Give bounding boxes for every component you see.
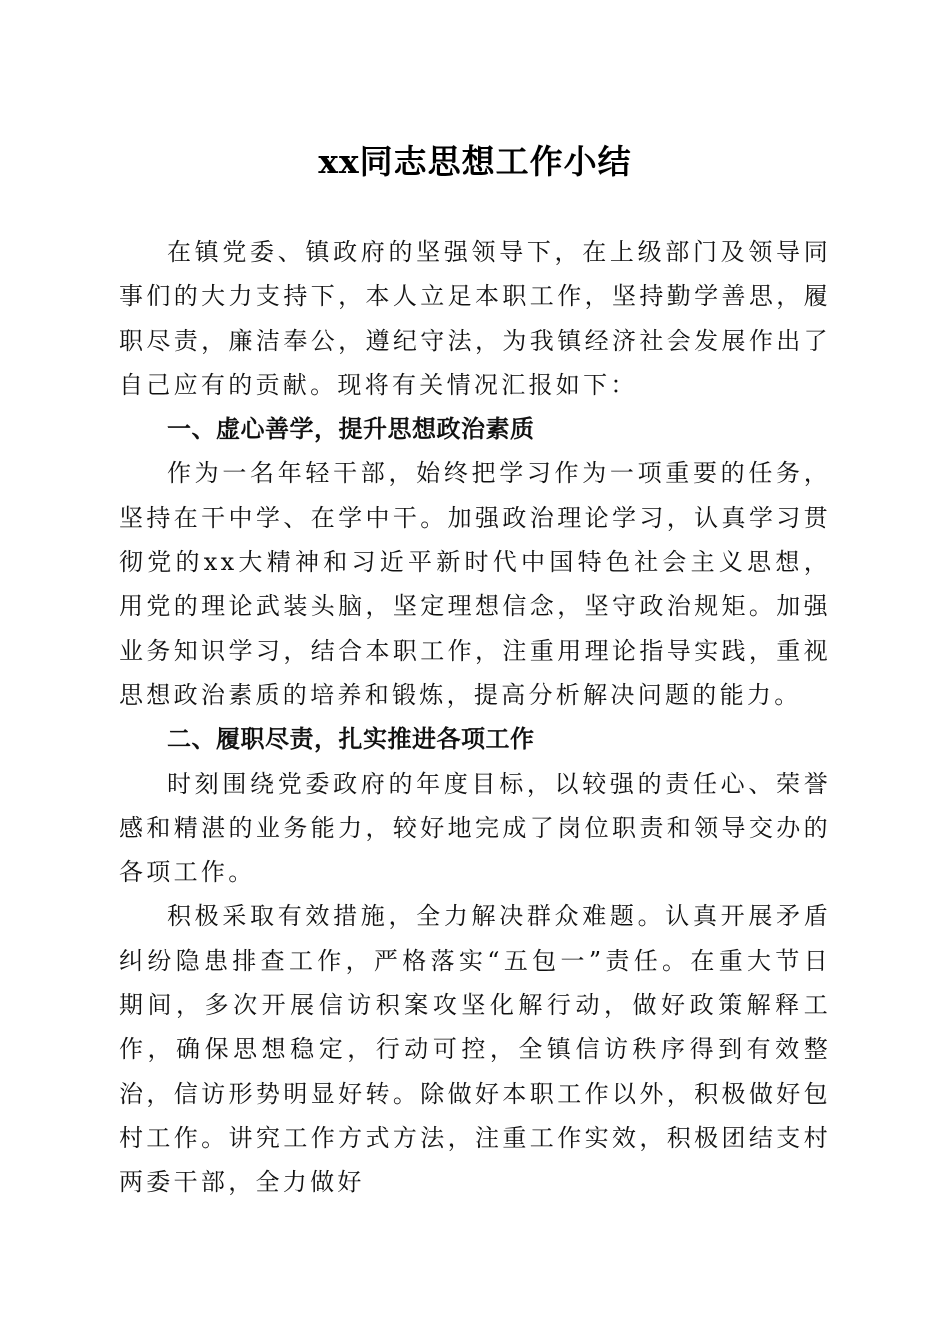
section-heading-2: 二、履职尽责，扎实推进各项工作	[167, 725, 535, 754]
document-body	[119, 230, 831, 1205]
section-2-paragraph-1: 时刻围绕党委政府的年度目标，以较强的责任心、荣誉感和精湛的业务能力，较好地完成了岗位职责和领导交办的各项工作。	[119, 769, 831, 887]
section-1-paragraph-1: 作为一名年轻干部，始终把学习作为一项重要的任务，坚持在干中学、在学中干。加强政治理论学习，认真学习贯彻党的xx大精神和习近平新时代中国特色社会主义思想，用党的理论武装头脑，坚定理想信念，坚守政治规矩。加强业务知识学习，结合本职工作，注重用理论指导实践，重视思想政治素质的培养和锻炼，提高分析解决问题的能力。	[119, 459, 831, 709]
document-title: xx同志思想工作小结	[318, 142, 632, 181]
section-2-paragraph-2: 积极采取有效措施，全力解决群众难题。认真开展矛盾纠纷隐患排查工作，严格落实“五包一”责任。在重大节日期间，多次开展信访积案攻坚化解行动，做好政策解释工作，确保思想稳定，行动可控，全镇信访秩序得到有效整治，信访形势明显好转。除做好本职工作以外，积极做好包村工作。讲究工作方式方法，注重工作实效，积极团结支村两委干部，全力做好	[119, 902, 831, 1197]
section-heading-1: 一、虚心善学，提升思想政治素质	[167, 415, 535, 444]
intro-paragraph: 在镇党委、镇政府的坚强领导下，在上级部门及领导同事们的大力支持下，本人立足本职工作，坚持勤学善思，履职尽责，廉洁奉公，遵纪守法，为我镇经济社会发展作出了自己应有的贡献。现将有关情况汇报如下：	[119, 238, 831, 399]
